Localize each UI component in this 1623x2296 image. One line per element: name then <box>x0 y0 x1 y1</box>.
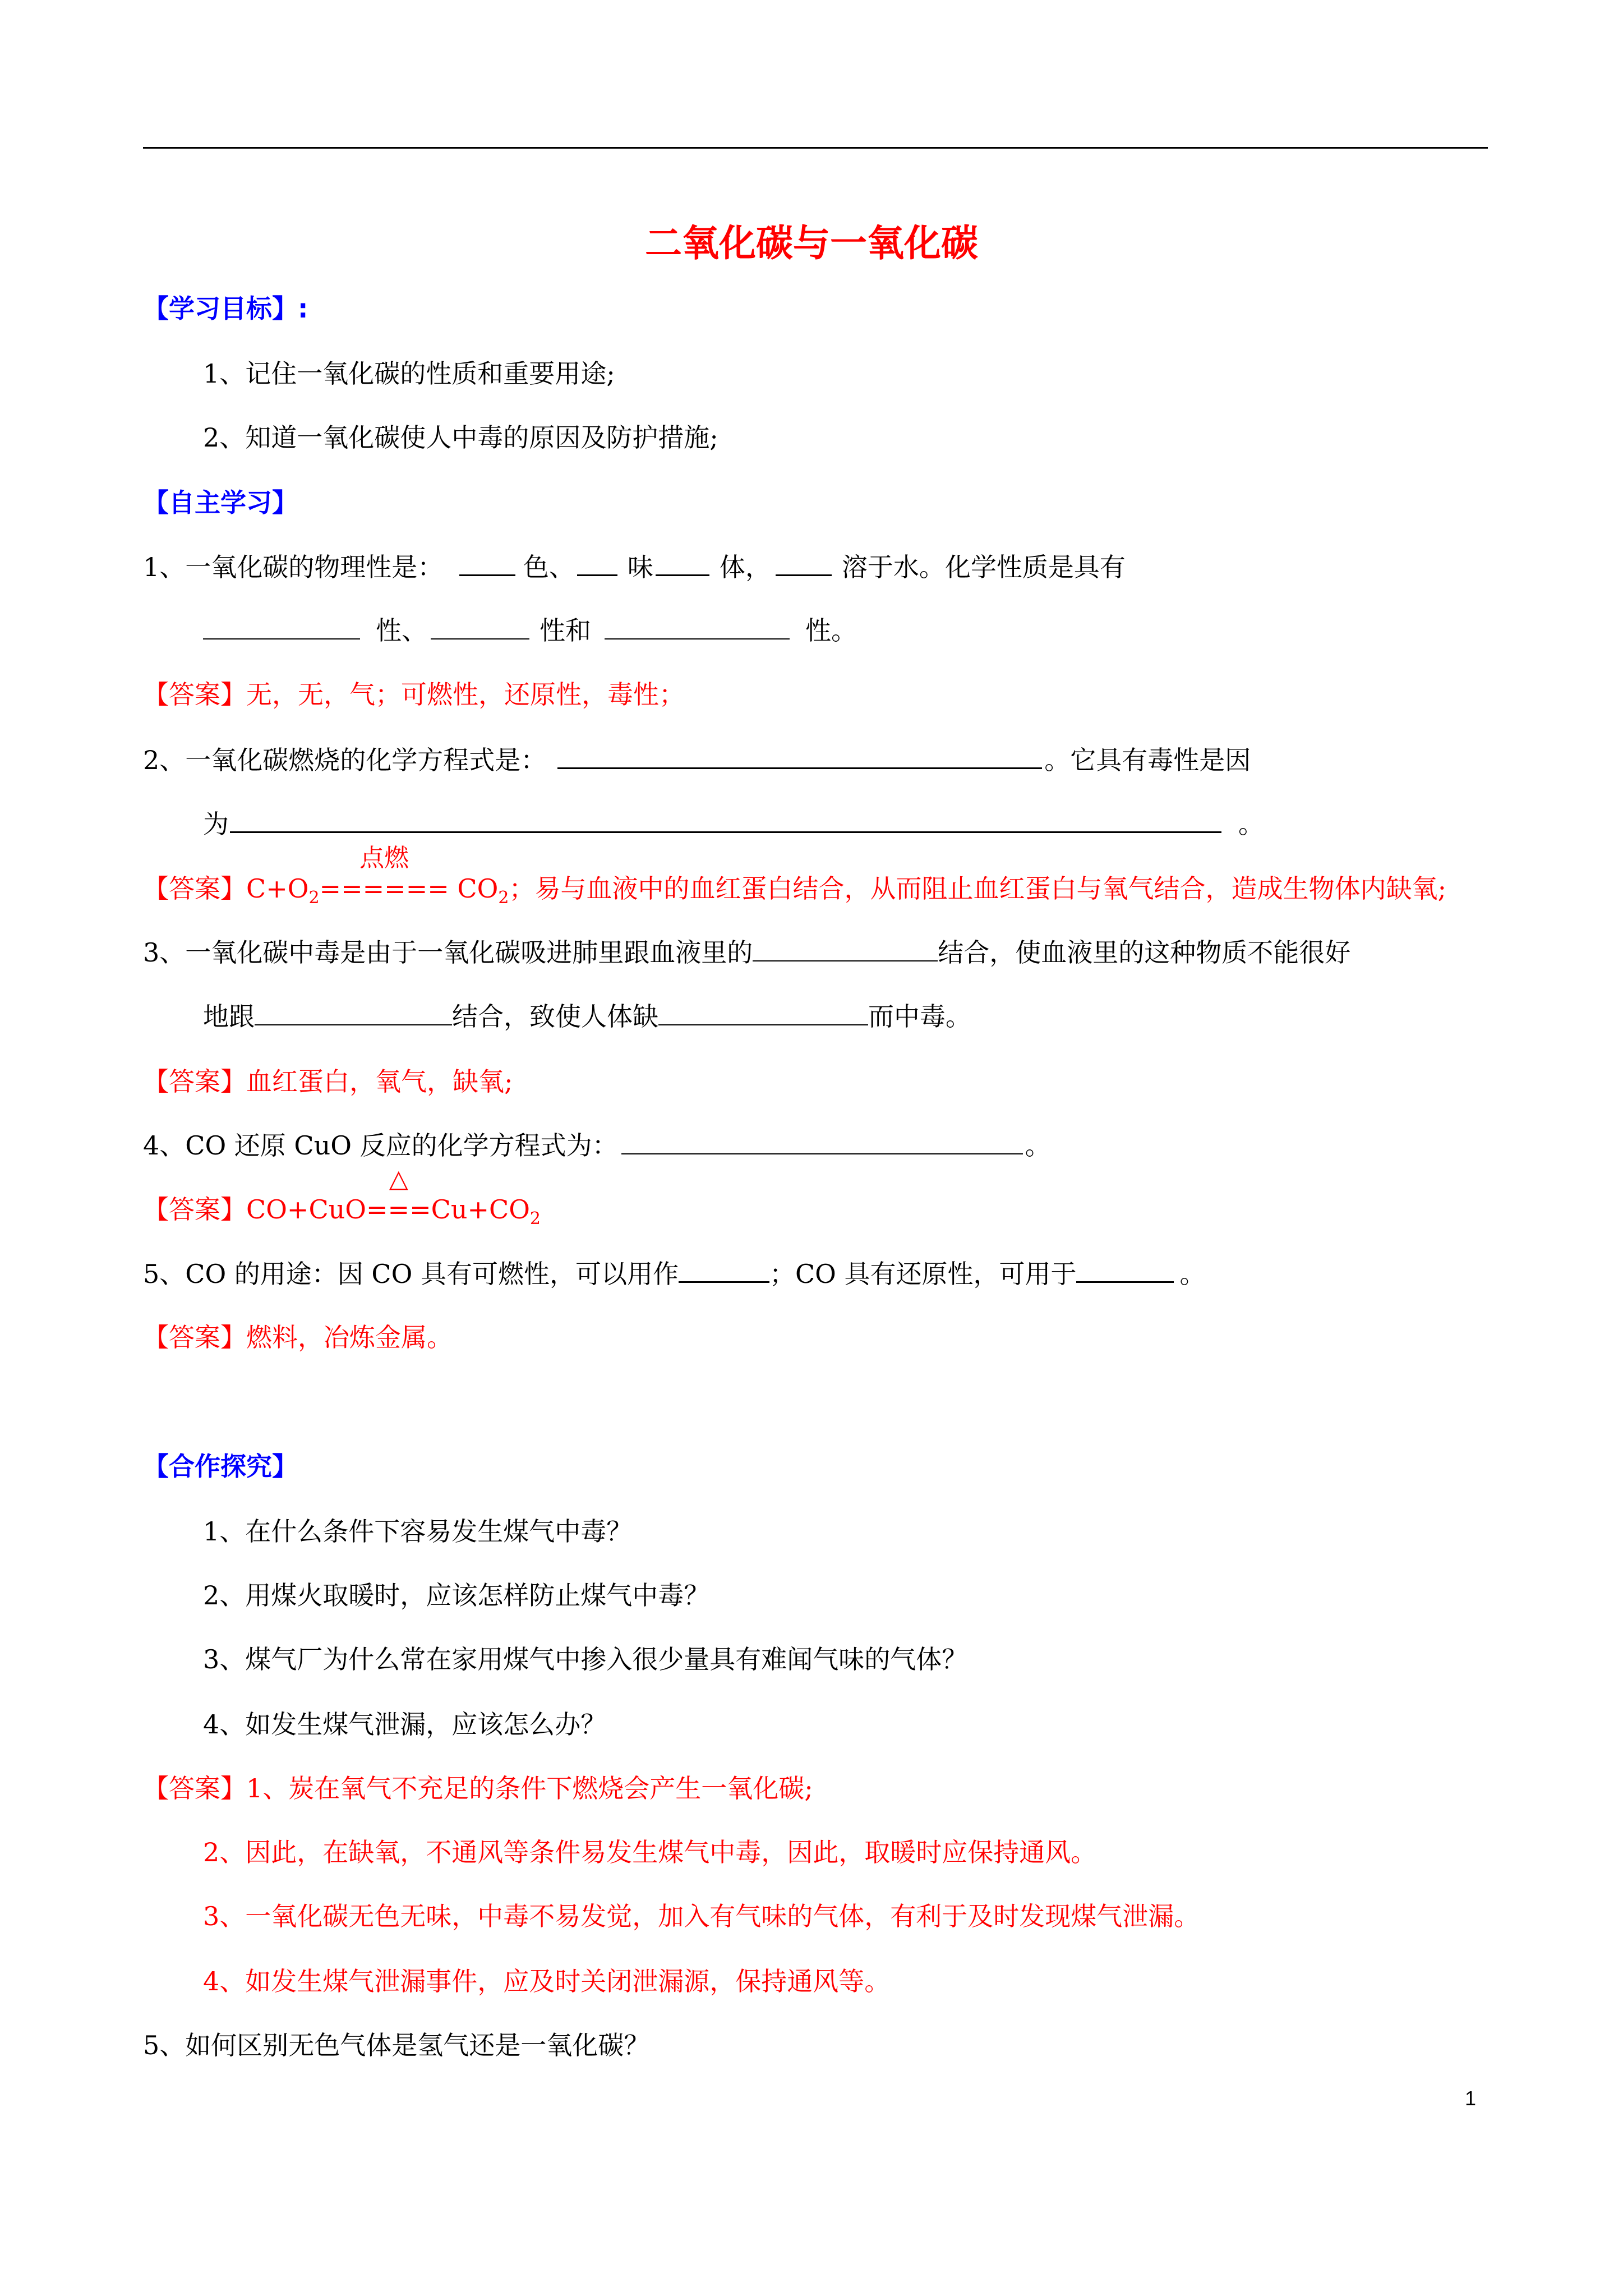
q1-text: 味 <box>627 552 653 582</box>
explore-answer: 4、如发生煤气泄漏事件，应及时关闭泄漏源，保持通风等。 <box>203 1966 891 1996</box>
explore-question: 4、如发生煤气泄漏，应该怎么办？ <box>203 1709 607 1740</box>
page-number: 1 <box>1465 2087 1477 2110</box>
q3-text: 地跟 <box>203 1001 255 1032</box>
equation-reactants: CO+CuO <box>246 1194 366 1225</box>
equation-equals: === <box>366 1194 431 1225</box>
q1-text: 性。 <box>805 615 857 646</box>
equation-subscript: 2 <box>498 888 509 908</box>
q1-text: 性、 <box>376 615 427 646</box>
q3-text: 3、一氧化碳中毒是由于一氧化碳吸进肺里跟血液里的 <box>143 937 753 968</box>
explore-heading: 【合作探究】 <box>143 1451 298 1481</box>
q1-blank-prop-2[interactable] <box>431 614 529 639</box>
equation-sign <box>366 1165 431 1226</box>
equation-equals: ====== <box>319 873 449 904</box>
q4-text: 。 <box>1025 1130 1051 1161</box>
equation-reactants: C+O <box>246 873 309 904</box>
question-1-line-1 <box>143 550 1126 584</box>
q1-blank-state[interactable] <box>656 550 709 576</box>
answer-label: 【答案】 <box>143 873 246 904</box>
q3-text: 结合，致使人体缺 <box>452 1001 658 1032</box>
q1-text: 体， <box>719 552 771 582</box>
explore-question-5: 5、如何区别无色气体是氢气还是一氧化碳？ <box>143 2030 650 2060</box>
explore-question: 1、在什么条件下容易发生煤气中毒？ <box>203 1516 633 1547</box>
q3-text: 而中毒。 <box>868 1001 971 1032</box>
answer-5: 【答案】燃料，冶炼金属。 <box>143 1322 453 1352</box>
q1-blank-color[interactable] <box>459 550 515 576</box>
q1-blank-smell[interactable] <box>577 550 617 576</box>
answer-4 <box>143 1165 541 1236</box>
q3-blank-2[interactable] <box>255 1000 452 1025</box>
equation-subscript: 2 <box>308 888 320 908</box>
answer-label: 【答案】 <box>143 1194 246 1225</box>
q5-text: 。 <box>1179 1259 1206 1289</box>
explore-answer: 2、因此，在缺氧，不通风等条件易发生煤气中毒，因此，取暖时应保持通风。 <box>203 1837 1097 1867</box>
header-rule <box>143 147 1488 149</box>
q4-blank-equation[interactable] <box>621 1129 1023 1154</box>
q1-text: 色、 <box>523 552 575 582</box>
explore-answer-1: 【答案】1、炭在氧气不充足的条件下燃烧会产生一氧化碳; <box>143 1773 813 1803</box>
question-2-line-2 <box>203 807 1264 841</box>
q5-blank-1[interactable] <box>679 1257 769 1283</box>
self-study-heading: 【自主学习】 <box>143 487 298 518</box>
q2-text: 。 <box>1238 809 1264 839</box>
equation-product: Cu+CO <box>431 1194 530 1225</box>
question-3-line-1 <box>143 936 1350 969</box>
equation-sign <box>319 844 449 905</box>
answer-2 <box>143 844 1446 915</box>
answer-text: ；易与血液中的血红蛋白结合，从而阻止血红蛋白与氧气结合，造成生物体内缺氧; <box>509 873 1446 904</box>
explore-answer: 3、一氧化碳无色无味，中毒不易发觉，加入有气味的气体，有利于及时发现煤气泄漏。 <box>203 1901 1200 1931</box>
goal-item: 2、知道一氧化碳使人中毒的原因及防护措施; <box>203 422 718 453</box>
question-3-line-2 <box>203 1000 971 1033</box>
explore-question: 2、用煤火取暖时，应该怎样防止煤气中毒？ <box>203 1580 710 1611</box>
q3-blank-3[interactable] <box>658 1000 868 1025</box>
goal-item: 1、记住一氧化碳的性质和重要用途; <box>203 358 615 389</box>
equation-subscript: 2 <box>529 1209 541 1229</box>
q2-text: 。它具有毒性是因 <box>1044 745 1251 775</box>
reaction-condition: 点燃 <box>359 844 409 872</box>
explore-question: 3、煤气厂为什么常在家用煤气中掺入很少量具有难闻气味的气体？ <box>203 1644 968 1674</box>
heat-symbol-icon: △ <box>389 1165 408 1193</box>
page-title: 二氧化碳与一氧化碳 <box>645 222 978 265</box>
goals-heading: 【学习目标】: <box>143 293 308 324</box>
q2-blank-equation[interactable] <box>557 743 1042 769</box>
q2-blank-reason[interactable] <box>230 807 1221 833</box>
q3-blank-1[interactable] <box>753 936 938 961</box>
q5-blank-2[interactable] <box>1076 1257 1174 1283</box>
q2-text: 2、一氧化碳燃烧的化学方程式是： <box>143 745 547 775</box>
answer-1: 【答案】无，无，气；可燃性，还原性，毒性； <box>143 679 685 710</box>
q1-text: 1、一氧化碳的物理性是： <box>143 552 444 582</box>
q2-text: 为 <box>203 809 229 839</box>
q1-text: 性和 <box>540 615 591 646</box>
q3-text: 结合，使血液里的这种物质不能很好 <box>938 937 1351 968</box>
q5-text: ；CO 具有还原性，可用于 <box>769 1259 1077 1289</box>
q1-text: 溶于水。化学性质是具有 <box>841 552 1126 582</box>
q5-text: 5、CO 的用途：因 CO 具有可燃性，可以用作 <box>143 1259 679 1289</box>
q1-blank-solubility[interactable] <box>776 550 832 576</box>
question-2-line-1 <box>143 743 1251 777</box>
question-1-line-2 <box>203 614 857 647</box>
q4-text: 4、CO 还原 CuO 反应的化学方程式为： <box>143 1130 618 1161</box>
question-4 <box>143 1129 1051 1162</box>
q1-blank-prop-3[interactable] <box>605 614 790 639</box>
q1-blank-prop-1[interactable] <box>203 614 360 639</box>
answer-3: 【答案】血红蛋白，氧气，缺氧; <box>143 1066 513 1097</box>
question-5 <box>143 1257 1205 1291</box>
equation-product: CO <box>449 873 499 904</box>
